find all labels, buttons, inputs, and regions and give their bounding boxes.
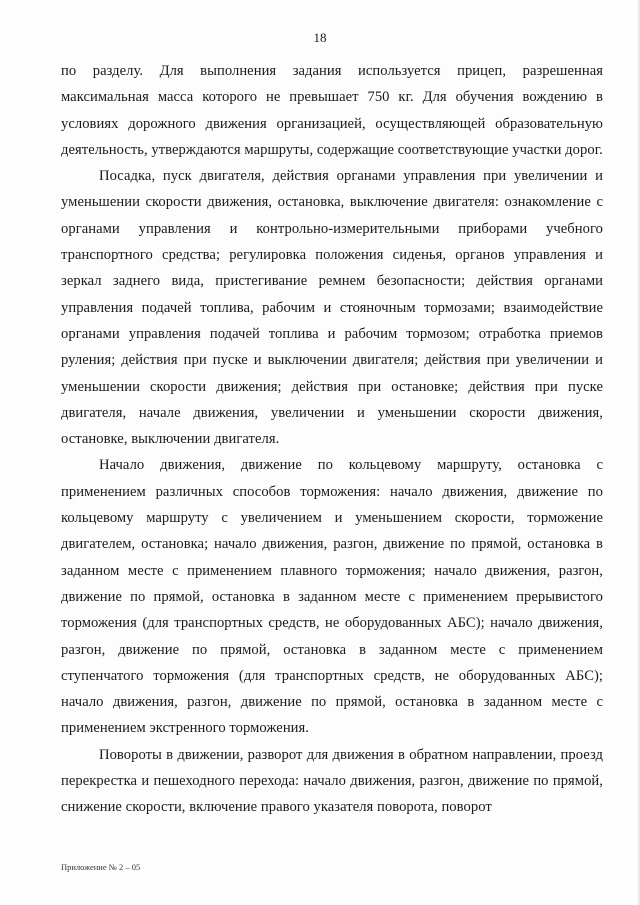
footer-appendix-label: Приложение № 2 – 05 <box>61 862 141 872</box>
page-number: 18 <box>313 30 327 45</box>
paragraph-circular-route: Начало движения, движение по кольцевому маршруту, остановка с применением различных способов торможения: начало движения, движение по кольцевому маршруту с увеличением и уменьшением скорости, торможение двигателем, остановка; начало движения, разгон, движение по прямой, остановка в заданном месте с применением плавного торможения; начало движения, разгон, движение по прямой, остановка в заданном месте с применением прерывистого торможения (для транспортных средств, не оборудованных АБС); начало движения, разгон, движение по прямой, остановка в заданном месте с применением ступенчатого торможения (для транспортных средств, не оборудованных АБС); начало движения, разгон, движение по прямой, остановка в заданном месте с применением экстренного торможения. <box>61 457 603 737</box>
paragraph-startup-controls: Посадка, пуск двигателя, действия органами управления при увеличении и уменьшении скорости движения, остановка, выключение двигателя: ознакомление с органами управления и контрольно-измерительными приборами учебного транспортного средства; регулировка положения сиденья, органов управления и зеркал заднего вида, пристегивание ремнем безопасности; действия органами управления подачей топлива, рабочим и стояночным тормозами; взаимодействие органами управления подачей топлива и рабочим тормозом; отработка приемов руления; действия при пуске и выключении двигателя; действия при увеличении и уменьшении скорости движения; действия при остановке; действия при пуске двигателя, начале движения, увеличении и уменьшении скорости движения, остановке, выключении двигателя. <box>61 168 603 448</box>
paragraph-turns: Повороты в движении, разворот для движения в обратном направлении, проезд перекрестка и пешеходного перехода: начало движения, разгон, движение по прямой, снижение скорости, включение правого указателя поворота, поворот <box>61 746 603 816</box>
document-body <box>61 58 603 821</box>
paragraph-continuation: по разделу. Для выполнения задания используется прицеп, разрешенная максимальная масса которого не превышает 750 кг. Для обучения вождению в условиях дорожного движения организацией, осуществляющей образовательную деятельность, утверждаются маршруты, содержащие соответствующие участки дорог. <box>61 63 603 158</box>
